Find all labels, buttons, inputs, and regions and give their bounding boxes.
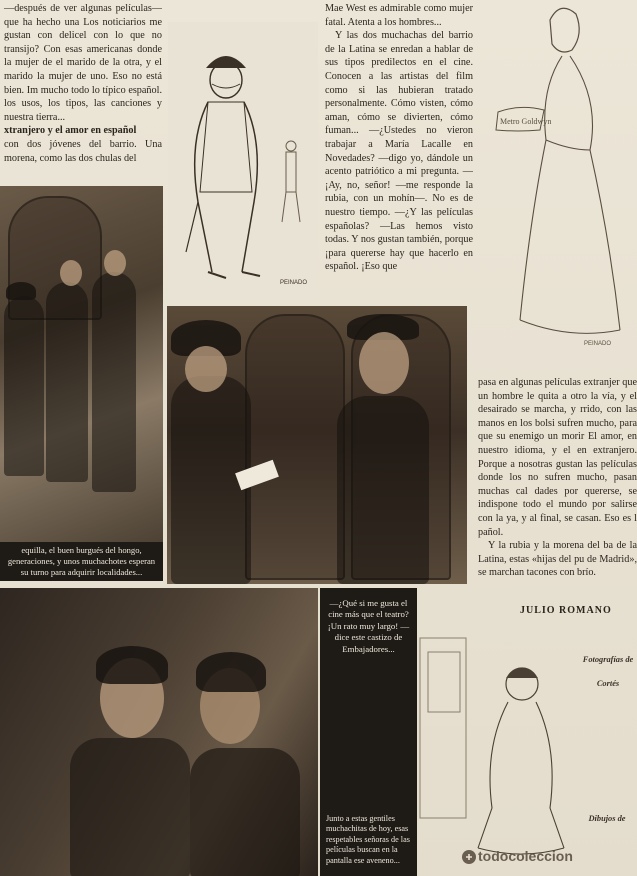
credit-drawings: Dibujos de xyxy=(588,814,626,823)
sketch-gentleman xyxy=(168,22,318,300)
paragraph-closing: Y la rubia y la morena del ba de la Latina, estas «hijas del pu de Madrid», se marchan tacones con brío. xyxy=(478,540,637,579)
sketch-old-lady xyxy=(418,628,568,860)
paragraph-foreign-films: pasa en algunas películas extranjer que un hombre le quita a otro la vía, y el desairado se marcha, y rrido, con las manos en los bolsi sufren mucho, para que su enemigo un morir El amor, en nuestro idioma, y el en extranjero. Porque a nosotras gustan las películas donde los no sufren mucho, pasan muchas cal dades por quererse, se indispone todo el mundo por salirse con la ya, y al final, se casan. Eso es l pañol. xyxy=(478,377,637,538)
paragraph-latina: Y las dos muchachas del barrio de la Latina se enredan a hablar de sus tipos predilectos en el cine. Conocen a las artistas del film como si las hubieran tratado personalmente. Cómo visten, cómo aman, cómo se divierten, cómo fuman... —¿Ustedes no vieron trabajar a María Lacalle en Novedades? —digo yo, dándole un acento patriótico a mi pregunta. —¡Ay, no, señor! —me responde la rubia, con un mohín—. No es de nuestro tiempo. —¿Y las películas españolas? —Las hemos visto todas. Y nos gustan también, porque ¡para quererse hay que hacerlo en español. ¡Eso que xyxy=(325,30,473,273)
paragraph-mae-west: Mae West es admirable como mujer fatal. Atenta a los hombres... xyxy=(325,3,473,28)
photo-young-women xyxy=(0,588,318,876)
sign-metro: Metro Goldwyn xyxy=(500,117,552,126)
author-signature: JULIO ROMANO xyxy=(520,605,612,616)
caption-ticket-queue xyxy=(0,542,163,581)
sketch-elegant-woman xyxy=(480,0,637,360)
article-top-left xyxy=(4,2,162,165)
photo-interview xyxy=(167,306,467,584)
sketch-signature-1: PEINADO xyxy=(280,280,308,286)
article-column-right xyxy=(478,376,637,580)
sketch-signature-2: PEINADO xyxy=(584,341,612,347)
sidebar-quotes xyxy=(320,588,417,876)
quote-castizo: —¿Qué si me gusta el cine más que el teatro? ¡Un rato muy largo! —dice este castizo de Embajadores... xyxy=(327,598,410,654)
article-column-middle xyxy=(325,2,473,274)
paragraph-intro: —después de ver algunas películas— que ha hecho una Los noticiarios me gustan con delicel con lo que no transijo? Con esas americanas donde la mujer de el marido de la otra, y el marido la mujer de uno. Eso no está bien. Im mucho todo lo típico español. los usos, los tipos, las canciones y nuestra tierra... xyxy=(4,3,162,123)
paragraph-youths: con dos jóvenes del barrio. Una morena, como las dos chulas del xyxy=(4,138,162,164)
caption-text: equilla, el buen burgués del hongo, generaciones, y unos muchachotes esperan su turno para adquirir localidades... xyxy=(7,545,156,577)
quote-senoras: Junto a estas gentiles muchachitas de hoy, esas respetables señoras de las películas buscan en la pantalla ese aveneno... xyxy=(326,814,410,865)
credit-photography: Fotografías de Cortés xyxy=(582,655,634,688)
section-subhead: xtranjero y el amor en español xyxy=(4,125,137,137)
watermark-text: todocoleccion xyxy=(478,848,573,864)
photo-ticket-queue xyxy=(0,186,163,576)
